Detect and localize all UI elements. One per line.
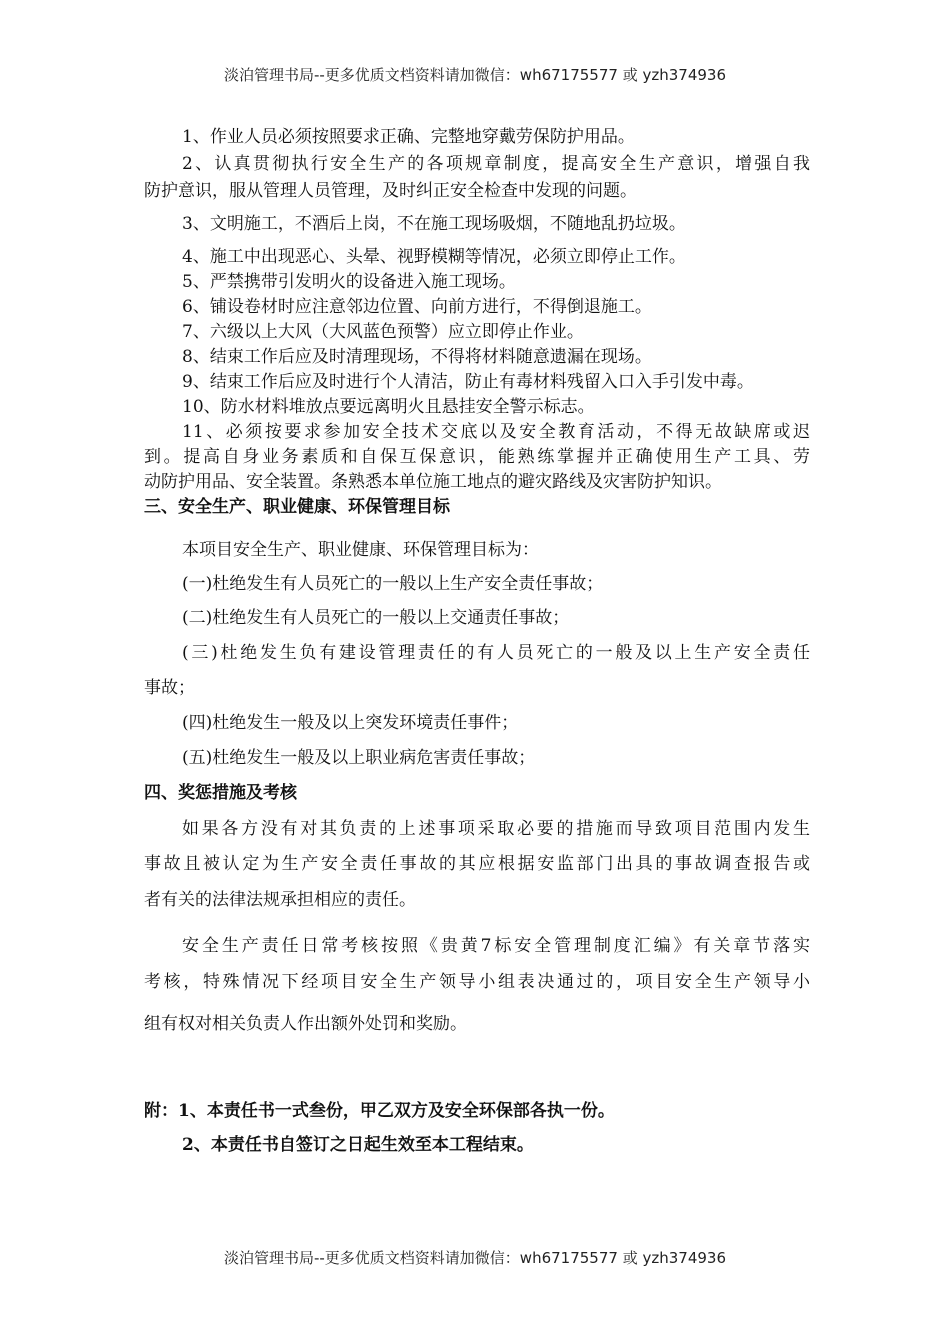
rule-line: 3、文明施工，不酒后上岗，不在施工现场吸烟，不随地乱扔垃圾。 [182, 214, 686, 234]
rule-line: 10、防水材料堆放点要远离明火且悬挂安全警示标志。 [182, 397, 595, 417]
rule-line: 2、认真贯彻执行安全生产的各项规章制度，提高安全生产意识，增强自我 [182, 154, 810, 174]
rule-line: 8、结束工作后应及时清理现场，不得将材料随意遗漏在现场。 [182, 347, 652, 367]
section-3-heading: 三、安全生产、职业健康、环保管理目标 [144, 497, 450, 517]
section-4-line: 者有关的法律法规承担相应的责任。 [144, 890, 416, 910]
rule-line: 5、严禁携带引发明火的设备进入施工现场。 [182, 272, 516, 292]
section-4-line: 组有权对相关负责人作出额外处罚和奖励。 [144, 1014, 467, 1034]
section-4-line: 事故且被认定为生产安全责任事故的其应根据安监部门出具的事故调查报告或 [144, 854, 810, 874]
rule-line: 防护意识，服从管理人员管理，及时纠正安全检查中发现的问题。 [144, 181, 637, 201]
section-4-line: 如果各方没有对其负责的上述事项采取必要的措施而导致项目范围内发生 [182, 819, 810, 839]
rule-line: 9、结束工作后应及时进行个人清洁，防止有毒材料残留入口入手引发中毒。 [182, 372, 754, 392]
rule-line: 到。提高自身业务素质和自保互保意识，能熟练掌握并正确使用生产工具、劳 [144, 447, 810, 467]
goal-item: (二)杜绝发生有人员死亡的一般以上交通责任事故； [182, 608, 570, 628]
section-3-intro: 本项目安全生产、职业健康、环保管理目标为： [182, 540, 539, 560]
rule-line: 4、施工中出现恶心、头晕、视野模糊等情况，必须立即停止工作。 [182, 247, 686, 267]
section-4-heading: 四、奖惩措施及考核 [144, 783, 297, 803]
goal-item: (四)杜绝发生一般及以上突发环境责任事件； [182, 713, 519, 733]
rule-line: 7、六级以上大风（大风蓝色预警）应立即停止作业。 [182, 322, 584, 342]
goal-item: (一)杜绝发生有人员死亡的一般以上生产安全责任事故； [182, 574, 604, 594]
rule-line: 11、必须按要求参加安全技术交底以及安全教育活动，不得无故缺席或迟 [182, 422, 810, 442]
goal-item: (五)杜绝发生一般及以上职业病危害责任事故； [182, 748, 536, 768]
page-footer: 淡泊管理书局--更多优质文档资料请加微信：wh67175577 或 yzh374936 [223, 1249, 726, 1267]
page-header: 淡泊管理书局--更多优质文档资料请加微信：wh67175577 或 yzh374936 [223, 66, 726, 84]
appendix-line-1: 附：1、本责任书一式叁份，甲乙双方及安全环保部各执一份。 [144, 1101, 615, 1121]
goal-item: (三)杜绝发生负有建设管理责任的有人员死亡的一般及以上生产安全责任 [182, 643, 810, 663]
appendix-line-2: 2、本责任书自签订之日起生效至本工程结束。 [182, 1135, 534, 1155]
goal-item: 事故； [144, 678, 195, 698]
section-4-line: 考核，特殊情况下经项目安全生产领导小组表决通过的，项目安全生产领导小 [144, 972, 810, 992]
rule-line: 1、作业人员必须按照要求正确、完整地穿戴劳保防护用品。 [182, 127, 635, 147]
rule-line: 动防护用品、安全装置。条熟悉本单位施工地点的避灾路线及灾害防护知识。 [144, 472, 722, 492]
section-4-line: 安全生产责任日常考核按照《贵黄7标安全管理制度汇编》有关章节落实 [182, 936, 810, 956]
rule-line: 6、铺设卷材时应注意邻边位置、向前方进行，不得倒退施工。 [182, 297, 652, 317]
